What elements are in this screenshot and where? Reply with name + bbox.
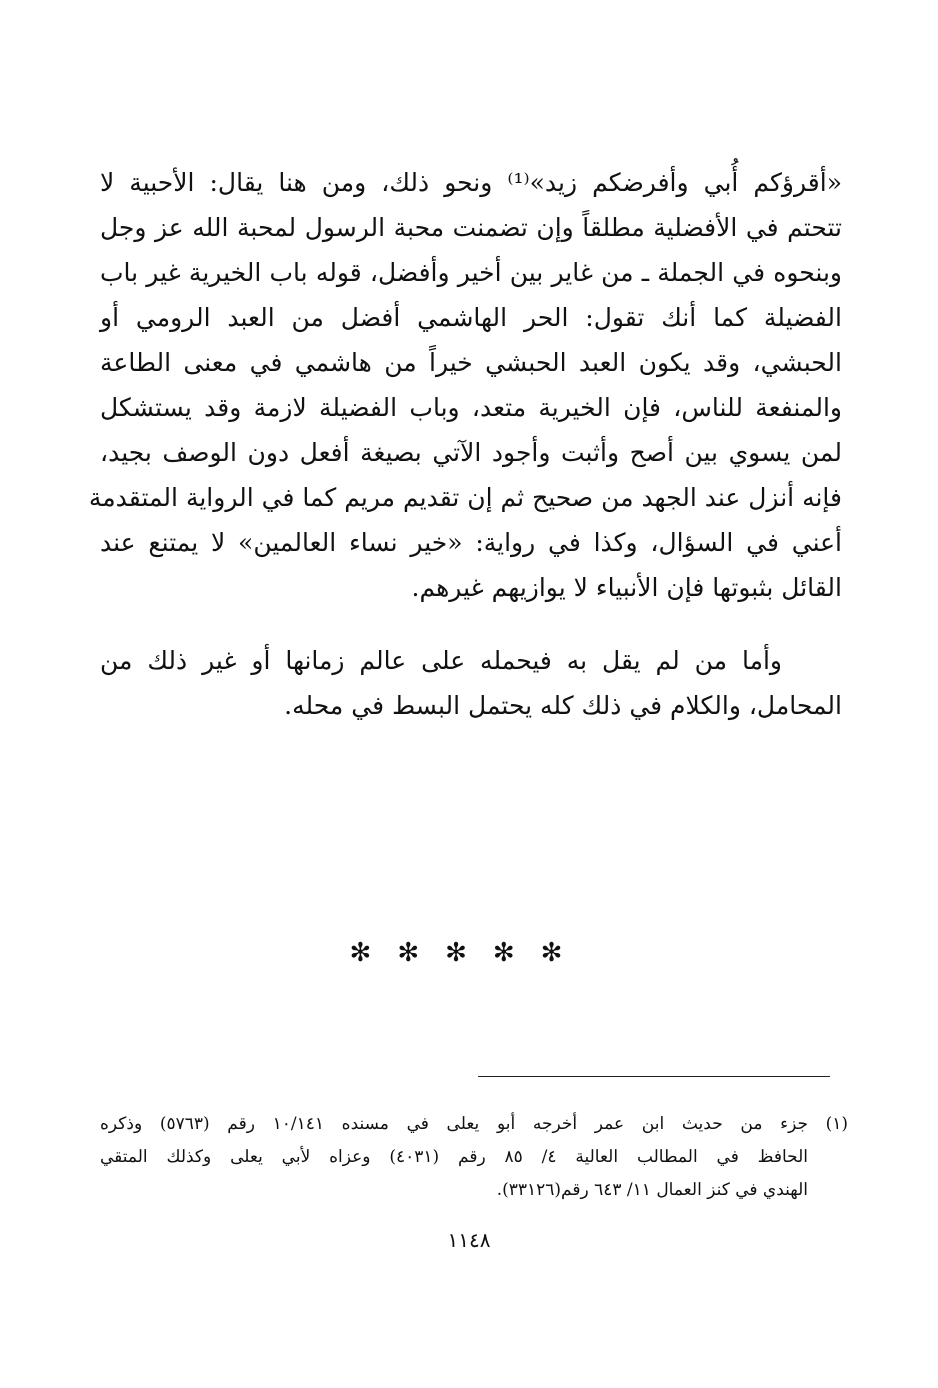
footnote-line: الحافظ في المطالب العالية ٤/ ٨٥ رقم (٤٠٣١) وعزاه لأبي يعلى وكذلك المتقي [100, 1147, 808, 1167]
footnote-1 [100, 1108, 848, 1207]
footnote-line: الهندي في كنز العمال ١١/ ٦٤٣ رقم(٣٣١٢٦). [496, 1180, 808, 1200]
footnote-text [100, 1108, 808, 1207]
paragraph-2 [100, 638, 842, 728]
text-line: تتحتم في الأفضلية مطلقاً وإن تضمنت محبة الرسول لمحبة الله عز وجل [100, 213, 842, 242]
footnote-line: جزء من حديث ابن عمر أخرجه أبو يعلى في مسنده ١٠/١٤١ رقم (٥٧٦٣) وذكره [100, 1114, 808, 1134]
text-line: والمنفعة للناس، فإن الخيرية متعد، وباب الفضيلة لازمة وقد يستشكل [100, 393, 842, 422]
footnote-separator [478, 1076, 830, 1077]
text-line: وبنحوه في الجملة ـ من غاير بين أخير وأفضل، قوله باب الخيرية غير باب [100, 258, 842, 287]
text-line: «أقرؤكم أُبي وأفرضكم زيد»⁽¹⁾ ونحو ذلك، ومن هنا يقال: الأحبية لا [100, 168, 842, 197]
text-line: القائل بثبوتها فإن الأنبياء لا يوازيهم غيرهم. [411, 573, 842, 602]
page-number: ١١٤٨ [447, 1228, 491, 1252]
text-line: المحامل، والكلام في ذلك كله يحتمل البسط في محله. [284, 691, 842, 720]
text-line: أعني في السؤال، وكذا في رواية: «خير نساء العالمين» لا يمتنع عند [100, 528, 842, 557]
text-line: فإنه أنزل عند الجهد من صحيح ثم إن تقديم مريم كما في الرواية المتقدمة [88, 483, 842, 512]
paragraph-1 [88, 160, 842, 610]
text-line: الحبشي، وقد يكون العبد الحبشي خيراً من هاشمي في معنى الطاعة [100, 348, 842, 377]
text-line: وأما من لم يقل به فيحمله على عالم زمانها أو غير ذلك من [100, 646, 782, 675]
footnote-marker: (١) [825, 1114, 848, 1134]
main-text [88, 160, 842, 728]
section-divider-ornament: ✻✻✻✻✻ [349, 938, 589, 968]
footnotes [100, 1108, 848, 1207]
text-line: الفضيلة كما أنك تقول: الحر الهاشمي أفضل من العبد الرومي أو [100, 303, 842, 332]
text-line: لمن يسوي بين أصح وأثبت وأجود الآتي بصيغة أفعل دون الوصف بجيد، [100, 438, 842, 467]
